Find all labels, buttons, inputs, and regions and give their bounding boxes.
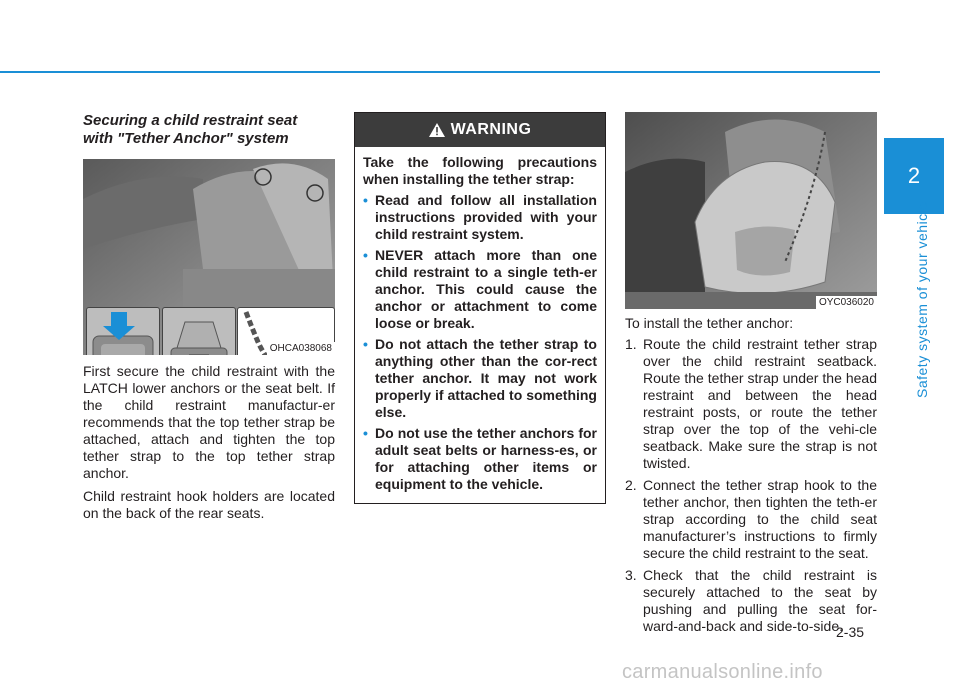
right-column [625,112,877,640]
chapter-title: Safety system of your vehicle [914,201,930,398]
chapter-number: 2 [907,163,921,188]
paragraph: First secure the child restraint with the LATCH lower anchors or the seat belt. If the child restraint manufactur-er recommends that the top tether strap be attached, attach and tighten the top tether strap to the top tether strap anchor. [83,363,335,481]
left-column [83,112,335,528]
page-number: 2-35 [836,624,865,640]
step-number: 3. [625,567,637,583]
paragraph: Child restraint hook holders are located on the back of the rear seats. [83,488,335,521]
step-text: Connect the tether strap hook to the tether anchor, then tighten the teth-er strap according to the child seat manufacturer’s instructions to firmly secure the child restraint to the seat. [643,477,877,561]
figure-code: OHCA038068 [267,342,335,355]
warning-triangle-icon [429,123,445,137]
warning-body [355,147,605,503]
section-heading: Securing a child restraint seat with "Tether Anchor" system [83,112,298,147]
step-text: Check that the child restraint is securely attached to the seat by pushing and pulling the seat for-ward-and-back and side-to-side. [643,567,877,634]
tether-anchor-illustration [83,159,335,355]
install-step [625,477,877,562]
warning-title: WARNING [450,121,532,138]
warning-item: • Do not attach the tether strap to anything other than the cor-rect tether anchor. It may not work properly if attached to something else. [363,336,597,421]
warning-intro: Take the following precautions when installing the tether strap: [363,154,597,187]
child-seat-illustration [625,112,877,309]
step-number: 2. [625,477,637,493]
warning-header [355,113,605,147]
warning-box [354,112,606,504]
anchor-cover-inset [86,307,160,355]
anchor-open-inset [162,307,236,355]
step-number: 1. [625,336,637,352]
warning-list [363,192,597,493]
install-steps [625,336,877,635]
install-step [625,336,877,472]
step-text: Route the child restraint tether strap over the child restraint seatback. Route the tether strap under the head restraint and between the head restraint posts, or route the tether strap over the top of the vehi-cle seatback. Make sure the strap is not twisted. [643,336,877,471]
child-seat-image [625,112,877,309]
figure-code: OYC036020 [816,296,877,309]
warning-item: • NEVER attach more than one child restraint to a single teth-er anchor. This could cause the anchor or attachment to come loose or break. [363,247,597,332]
install-intro: To install the tether anchor: [625,315,794,331]
warning-item: • Read and follow all installation instructions provided with your child restraint system. [363,192,597,243]
middle-column [354,112,606,504]
header-rule [0,71,880,73]
warning-item: • Do not use the tether anchors for adult seat belts or harness-es, or for attaching other items or equipment to the vehicle. [363,425,597,493]
watermark[interactable]: carmanualsonline.info [622,661,823,683]
